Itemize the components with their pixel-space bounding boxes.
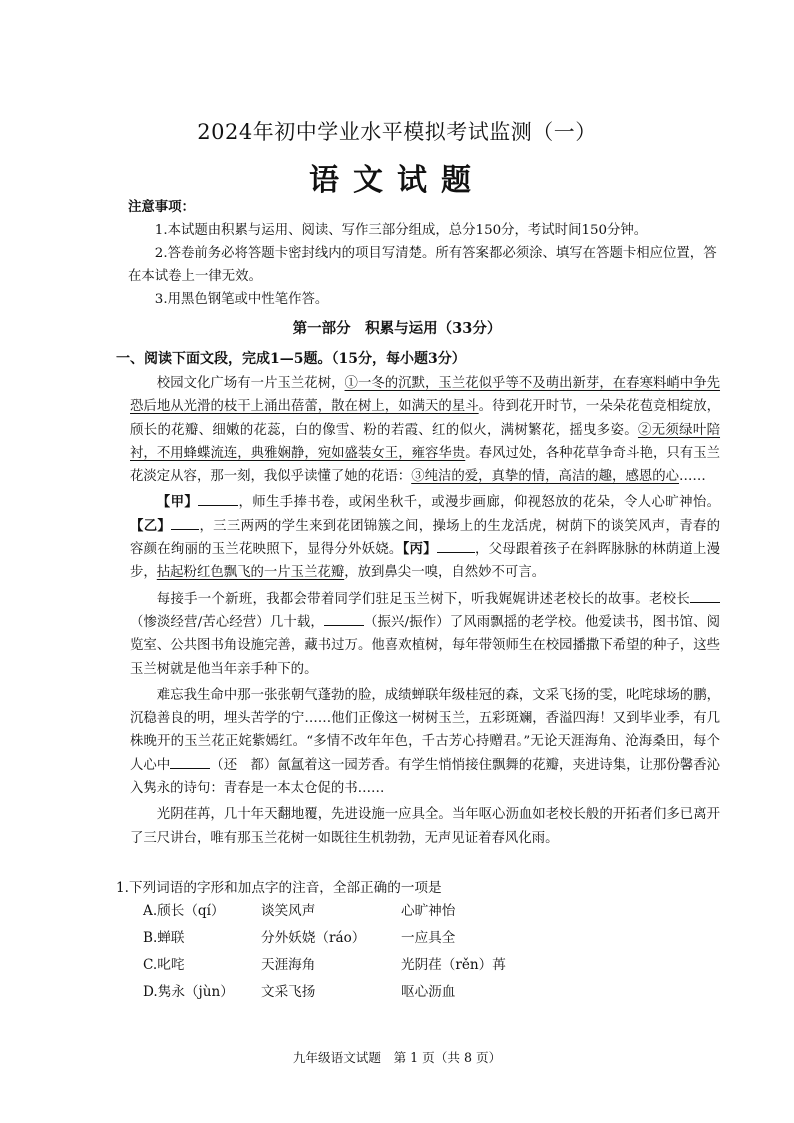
blank-bing [437,539,475,553]
option-a[interactable] [143,898,541,925]
passage-paragraph: 光阴荏苒，几十年天翻地覆，先进设施一应具全。当年呕心沥血如老校长般的开拓者们多已离开了三尺讲台，唯有那玉兰花树一如既往生机勃勃，无声见证着春风化雨。 [130,807,720,846]
blank-1 [690,589,720,603]
question-1-options [143,898,541,1006]
option-label: A.颀长（qí） [143,903,225,919]
option-word: 谈笑风声 [261,903,316,919]
notes-heading: 注意事项： [128,199,195,215]
reading-passage [130,372,720,853]
underlined-sentence-1: ①一冬的沉默，玉兰花似乎等不及萌出新芽，在春寒料峭中争先恐后地从光滑的枝干上涌出蓓蕾，散在树上，如满天的星斗 [130,376,721,415]
text-run: 难忘我生命中那一张张朝气蓬勃的脸，成绩蝉联年级桂冠的森，文采飞扬的雯，叱咤球场的鹏，沉稳善良的明，埋头苦学的宁……他们正像这一树树玉兰，五彩斑斓，香溢四海！又到毕业季，有几株晚开的玉兰花正姹紫嫣红。“多情不改年年色，千古芳心持赠君。”无论天涯海角、沧海桑田，每个人心中 [130,687,720,773]
option-word: 一应具全 [401,930,456,946]
passage-paragraph [130,491,720,584]
option-word: 心旷神怡 [401,903,456,919]
text-run: 校园文化广场有一片玉兰花树， [156,376,345,391]
text-run: ，三三两两的学生来到花团锦簇之间，操场上的生龙活虎，树荫下的谈笑风声，青春的容颜在绚丽的玉兰花映照下，显得分外妖娆。 [130,518,721,558]
note-item: 1.本试题由积累与运用、阅读、写作三部分组成，总分150分，考试时间150分钟。 [154,223,648,238]
option-d[interactable] [143,979,541,1006]
option-label: D.隽永（jùn） [143,984,234,1000]
section-heading: 一、阅读下面文段，完成1—5题。（15分，每小题3分） [116,351,466,367]
blank-2 [324,612,364,626]
text-run: …… [679,469,706,485]
text-run: （惨淡经营/苦心经营）几十载， [130,614,324,630]
text-run: ，放到鼻尖一嗅，自然妙不可言。 [344,565,546,581]
blank-jia [198,492,238,506]
passage-paragraph [130,372,720,488]
option-c[interactable] [143,952,541,979]
question-1-stem: 1.下列词语的字形和加点字的注音，全部正确的一项是 [116,880,442,896]
option-word: 分外妖娆（ráo） [261,930,366,946]
text-run: 。春风过处，各种花草争奇斗艳，只有玉兰花淡定从容，那一刻，我似乎读懂了她的花语： [130,445,721,485]
option-word: 光阴荏（rěn）苒 [401,957,506,973]
underlined-sentence-3: ③纯洁的爱，真挚的情，高洁的趣，感恩的心 [411,469,680,485]
blank-yi [171,516,199,530]
notes-block [128,196,718,311]
text-run: 每接手一个新班，我都会带着同学们驻足玉兰树下，听我娓娓讲述老校长的故事。老校长 [156,591,690,607]
text-run: 。待到花开时节，一朵朵花苞竞相绽放，颀长的花瓣、细嫩的花蕊，白的像雪、粉的若霞、红的似火，满树繁花，摇曳多姿。 [130,399,721,438]
blank-3 [170,755,210,769]
text-run: ，师生手捧书卷，或闲坐秋千，或漫步画廊，仰视怒放的花朵，令人心旷神怡。 [238,495,721,511]
exam-title: 2024年初中学业水平模拟考试监测（一） [197,120,597,144]
option-label: B.蝉联 [143,930,185,946]
option-word: 天涯海角 [261,957,316,973]
note-item: 2.答卷前务必将答题卡密封线内的项目写清楚。所有答案都必须涂、填写在答题卡相应位置，答在本试卷上一律无效。 [128,246,717,284]
passage-paragraph [130,684,720,800]
marker-yi: 【乙】 [130,517,172,534]
option-word: 文采飞扬 [261,984,316,1000]
marker-bing: 【丙】 [402,541,437,558]
note-item: 3.用黑色钢笔或中性笔作答。 [154,292,329,307]
passage-paragraph [130,588,720,681]
part-heading: 第一部分 积累与运用（33分） [292,320,502,337]
text-run: ，父母跟着孩子在斜晖脉脉的林荫道上漫步， [130,542,720,581]
underlined-phrase: 拈起粉红色飘飞的一片玉兰花瓣 [156,565,345,581]
text-run: （振兴/振作）了风雨飘摇的老学校。他爱读书，图书馆、阅览室、公共图书角设施完善，藏书过万。他喜欢植树，每年带领师生在校园播撒下希望的种子，这些玉兰树就是他当年亲手种下的。 [130,614,720,677]
option-b[interactable] [143,925,541,952]
text-run: （还 都）氤氲着这一园芳香。有学生悄悄接住飘舞的花瓣，夹进诗集，让那份馨香沁入隽永的诗句：青春是一本太仓促的书…… [130,757,721,797]
marker-jia: 【甲】 [156,494,199,511]
option-word: 呕心沥血 [401,984,456,1000]
page-footer: 九年级语文试题 第 1 页（共 8 页） [292,1050,502,1065]
underlined-sentence-2: ②无须绿叶陪衬，不用蜂蝶流连，典雅娴静，宛如盛装女王，雍容华贵 [130,422,721,461]
option-label: C.叱咤 [143,957,185,973]
subject-title: 语文试题 [309,163,485,198]
